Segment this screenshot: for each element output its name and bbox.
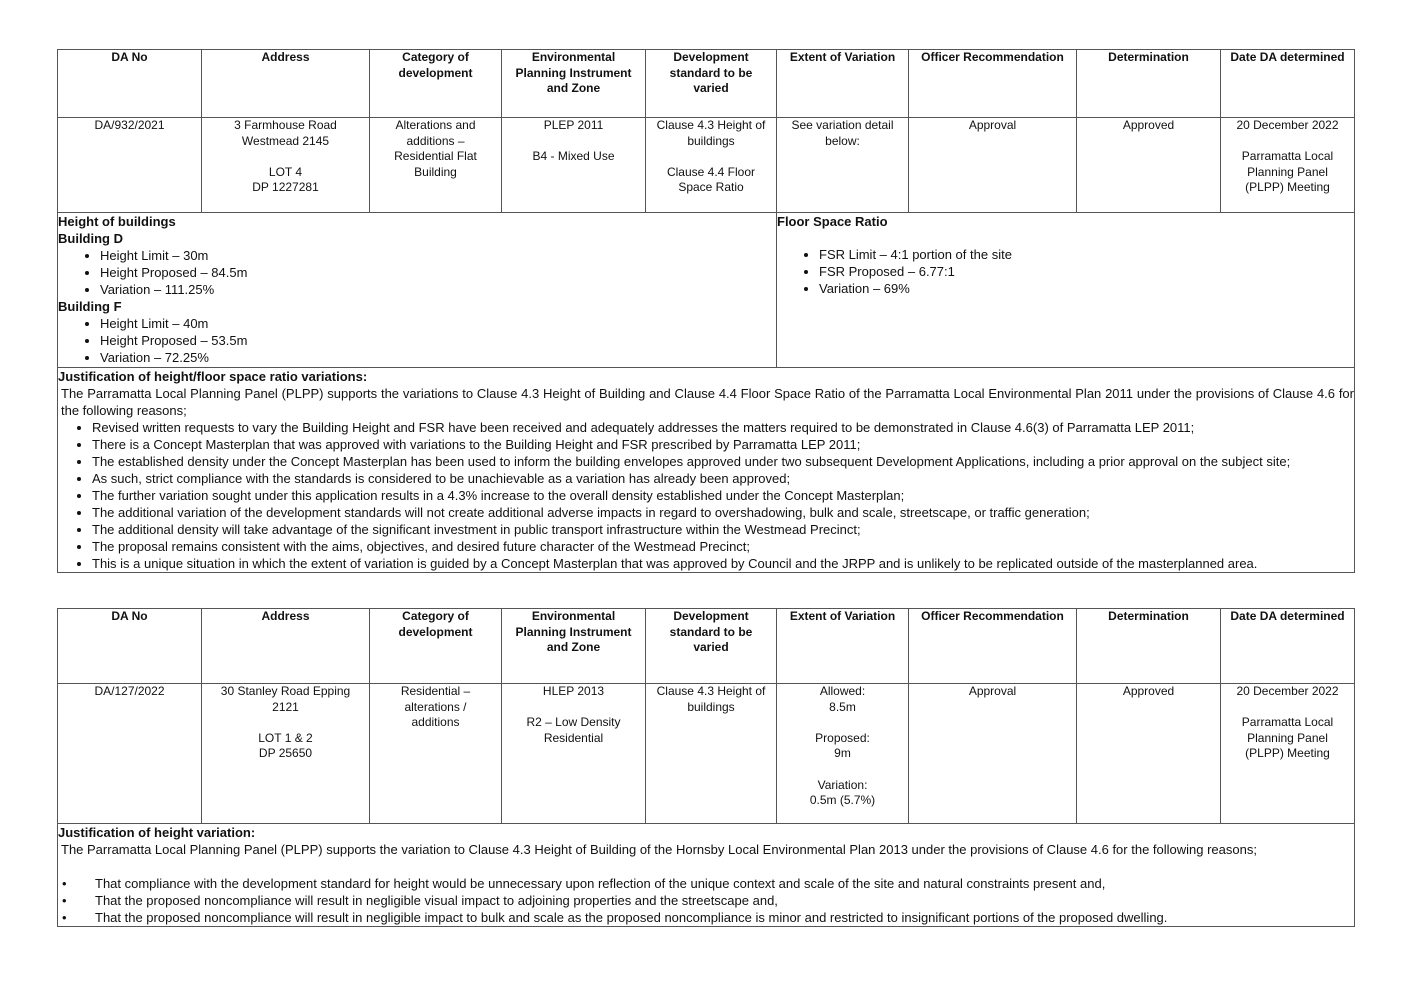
address: 30 Stanley Road Epping 2121 LOT 1 & 2 DP 25650: [202, 684, 370, 824]
header-epi: Environmental Planning Instrument and Zone: [502, 609, 646, 684]
development-standard: Clause 4.3 Height of buildings Clause 4.4 Floor Space Ratio: [646, 118, 777, 213]
justification-intro: The Parramatta Local Planning Panel (PLPP) supports the variations to Clause 4.3 Height of Building and Clause 4.4 Floor Space Ratio of the Parramatta Local Environmental Plan 2011 under the provisions of Clause 4.6 for the following reasons;: [61, 386, 1354, 418]
da-number: DA/127/2022: [58, 684, 202, 824]
table-row: [58, 684, 1355, 824]
justification-reasons: [58, 419, 1354, 572]
fsr-list: [777, 246, 1354, 297]
table-row: [58, 118, 1355, 213]
list-item: • That the proposed noncompliance will result in negligible impact to bulk and scale as the proposed noncompliance is minor and restricted to insignificant portions of the proposed dwelling.: [58, 909, 1354, 926]
list-item: • Height Proposed – 84.5m: [100, 264, 776, 281]
building-f-list: [58, 315, 776, 366]
list-item: • Variation – 72.25%: [100, 349, 776, 366]
da-table-1: [57, 49, 1355, 573]
header-address: Address: [202, 50, 370, 118]
building-d-list: [58, 247, 776, 298]
header-date: Date DA determined: [1221, 609, 1355, 684]
justification-reasons: [58, 875, 1354, 926]
justification-section: [58, 824, 1355, 927]
list-item: • The additional density will take advantage of the significant investment in public transport infrastructure within the Westmead Precinct;: [92, 521, 1354, 538]
header-epi: Environmental Planning Instrument and Zone: [502, 50, 646, 118]
header-da-no: DA No: [58, 50, 202, 118]
variation-detail-row: [58, 213, 1355, 368]
header-recommendation: Officer Recommendation: [909, 50, 1077, 118]
list-item: • Variation – 111.25%: [100, 281, 776, 298]
date-determined: 20 December 2022 Parramatta Local Planning Panel (PLPP) Meeting: [1221, 684, 1355, 824]
justification-intro: The Parramatta Local Planning Panel (PLPP) supports the variation to Clause 4.3 Height of Building of the Hornsby Local Environmental Plan 2013 under the provisions of Clause 4.6 for the following reasons;: [61, 842, 1257, 857]
planning-instrument: HLEP 2013 R2 – Low Density Residential: [502, 684, 646, 824]
extent-of-variation: See variation detail below:: [777, 118, 909, 213]
header-row: [58, 609, 1355, 684]
header-extent: Extent of Variation: [777, 50, 909, 118]
header-category: Category of development: [370, 50, 502, 118]
header-address: Address: [202, 609, 370, 684]
list-item: • That compliance with the development standard for height would be unnecessary upon reflection of the unique context and scale of the site and natural constraints present and,: [58, 875, 1354, 892]
header-recommendation: Officer Recommendation: [909, 609, 1077, 684]
list-item: • Height Proposed – 53.5m: [100, 332, 776, 349]
justification-title: Justification of height variation:: [58, 825, 256, 840]
height-title: Height of buildings: [58, 214, 176, 229]
date-determined: 20 December 2022 Parramatta Local Planning Panel (PLPP) Meeting: [1221, 118, 1355, 213]
planning-instrument: PLEP 2011 B4 - Mixed Use: [502, 118, 646, 213]
justification-section: [58, 368, 1355, 573]
list-item: • This is a unique situation in which the extent of variation is guided by a Concept Masterplan that was approved by Council and the JRPP and is unlikely to be replicated outside of the masterplanned area.: [92, 555, 1354, 572]
fsr-title: Floor Space Ratio: [777, 214, 888, 229]
da-table-2: [57, 608, 1355, 927]
header-row: [58, 50, 1355, 118]
development-standard: Clause 4.3 Height of buildings: [646, 684, 777, 824]
header-standard: Development standard to be varied: [646, 609, 777, 684]
list-item: • There is a Concept Masterplan that was approved with variations to the Building Height and FSR prescribed by Parramatta LEP 2011;: [92, 436, 1354, 453]
category: Alterations and additions – Residential Flat Building: [370, 118, 502, 213]
justification-title: Justification of height/floor space ratio variations:: [58, 369, 368, 384]
determination: Approved: [1077, 684, 1221, 824]
building-f-label: Building F: [58, 299, 122, 314]
list-item: • The established density under the Concept Masterplan has been used to inform the building envelopes approved under two subsequent Development Applications, including a prior approval on the subject site;: [92, 453, 1354, 470]
list-item: • The further variation sought under this application results in a 4.3% increase to the overall density established under the Concept Masterplan;: [92, 487, 1354, 504]
determination: Approved: [1077, 118, 1221, 213]
header-extent: Extent of Variation: [777, 609, 909, 684]
list-item: • FSR Limit – 4:1 portion of the site: [819, 246, 1354, 263]
header-date: Date DA determined: [1221, 50, 1355, 118]
officer-recommendation: Approval: [909, 684, 1077, 824]
list-item: • Height Limit – 30m: [100, 247, 776, 264]
officer-recommendation: Approval: [909, 118, 1077, 213]
list-item: • As such, strict compliance with the standards is considered to be unachievable as a variation has already been approved;: [92, 470, 1354, 487]
header-da-no: DA No: [58, 609, 202, 684]
list-item: • Variation – 69%: [819, 280, 1354, 297]
list-item: • FSR Proposed – 6.77:1: [819, 263, 1354, 280]
building-d-label: Building D: [58, 231, 123, 246]
height-of-buildings-section: [58, 213, 777, 368]
justification-row: [58, 368, 1355, 573]
extent-of-variation: Allowed: 8.5m Proposed: 9m Variation: 0.5m (5.7%): [777, 684, 909, 824]
header-category: Category of development: [370, 609, 502, 684]
address: 3 Farmhouse Road Westmead 2145 LOT 4 DP 1227281: [202, 118, 370, 213]
justification-row: [58, 824, 1355, 927]
header-determination: Determination: [1077, 609, 1221, 684]
list-item: • That the proposed noncompliance will result in negligible visual impact to adjoining properties and the streetscape and,: [58, 892, 1354, 909]
category: Residential – alterations / additions: [370, 684, 502, 824]
list-item: • Height Limit – 40m: [100, 315, 776, 332]
list-item: • The additional variation of the development standards will not create additional adverse impacts in regard to overshadowing, bulk and scale, streetscape, or traffic generation;: [92, 504, 1354, 521]
da-number: DA/932/2021: [58, 118, 202, 213]
list-item: • Revised written requests to vary the Building Height and FSR have been received and adequately addresses the matters required to be demonstrated in Clause 4.6(3) of Parramatta LEP 2011;: [92, 419, 1354, 436]
list-item: • The proposal remains consistent with the aims, objectives, and desired future character of the Westmead Precinct;: [92, 538, 1354, 555]
header-standard: Development standard to be varied: [646, 50, 777, 118]
header-determination: Determination: [1077, 50, 1221, 118]
floor-space-ratio-section: [777, 213, 1355, 368]
